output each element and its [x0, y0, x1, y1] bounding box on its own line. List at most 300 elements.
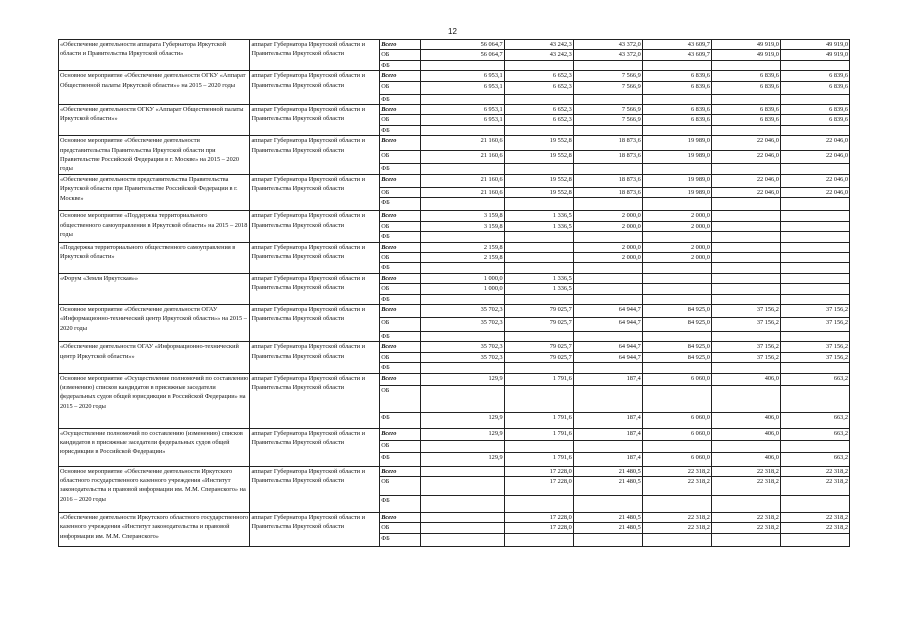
funding-source-cell: ФБ — [380, 495, 421, 512]
amount-cell — [573, 440, 642, 452]
amount-cell: 22 046,0 — [780, 187, 849, 197]
amount-cell: 2 000,0 — [642, 242, 711, 252]
funding-source-cell: ОБ — [380, 221, 421, 231]
amount-cell: 22 046,0 — [711, 187, 780, 197]
amount-cell — [642, 294, 711, 304]
funding-source-cell: ОБ — [380, 50, 421, 60]
funding-source-cell: Всего — [380, 174, 421, 187]
budget-table — [58, 39, 850, 547]
amount-cell: 1 791,6 — [504, 412, 573, 428]
amount-cell — [642, 94, 711, 104]
funding-source-cell: ФБ — [380, 452, 421, 466]
amount-cell — [573, 294, 642, 304]
amount-cell: 49 919,0 — [711, 40, 780, 50]
amount-cell: 21 480,5 — [573, 466, 642, 476]
amount-cell: 64 944,7 — [573, 352, 642, 362]
amount-cell — [573, 94, 642, 104]
activity-name-cell: Основное мероприятие «Обеспечение деятельности представительства Правительства Иркутской области при Правительстве Российской Федерации в г. Москве» на 2015 – 2020 годы — [59, 136, 250, 175]
amount-cell — [421, 476, 505, 495]
amount-cell — [642, 385, 711, 412]
amount-cell — [711, 125, 780, 135]
amount-cell: 21 160,6 — [421, 187, 505, 197]
amount-cell — [504, 385, 573, 412]
funding-source-cell: ФБ — [380, 294, 421, 304]
funding-source-cell: ОБ — [380, 284, 421, 294]
amount-cell — [780, 211, 849, 221]
amount-cell: 22 046,0 — [780, 150, 849, 163]
executor-cell: аппарат Губернатора Иркутской области и Правительства Иркутской области — [250, 136, 380, 175]
activity-name-cell: Основное мероприятие «Поддержка территориального общественного самоуправления в Иркутской области» на 2015 – 2018 годы — [59, 211, 250, 242]
amount-cell: 56 064,7 — [421, 40, 505, 50]
amount-cell: 21 160,6 — [421, 136, 505, 150]
amount-cell — [421, 198, 505, 211]
amount-cell: 56 064,7 — [421, 50, 505, 60]
activity-name-cell: «Обеспечение деятельности Иркутского областного государственного казенного учреждения «Институт законодательства и правовой информации им. М.М. Сперанского» — [59, 512, 250, 546]
funding-source-cell: ОБ — [380, 476, 421, 495]
amount-cell — [573, 273, 642, 283]
funding-source-cell: ОБ — [380, 252, 421, 262]
amount-cell: 35 702,3 — [421, 304, 505, 317]
amount-cell: 37 156,2 — [711, 304, 780, 317]
amount-cell — [711, 294, 780, 304]
amount-cell — [780, 533, 849, 546]
amount-cell: 2 000,0 — [573, 252, 642, 262]
amount-cell: 19 552,8 — [504, 136, 573, 150]
amount-cell: 7 566,9 — [573, 105, 642, 115]
amount-cell: 18 873,6 — [573, 187, 642, 197]
amount-cell — [504, 232, 573, 242]
amount-cell — [421, 331, 505, 341]
amount-cell — [504, 533, 573, 546]
amount-cell: 17 228,0 — [504, 512, 573, 522]
amount-cell: 37 156,2 — [780, 304, 849, 317]
amount-cell: 17 228,0 — [504, 523, 573, 533]
amount-cell: 37 156,2 — [711, 352, 780, 362]
activity-name-cell: «Обеспечение деятельности аппарата Губернатора Иркутской области и Правительства Иркутской области» — [59, 40, 250, 71]
amount-cell — [504, 164, 573, 175]
activity-name-cell: «Обеспечение деятельности ОГКУ «Аппарат Общественной палаты Иркутской области»» — [59, 105, 250, 136]
amount-cell: 79 025,7 — [504, 317, 573, 331]
amount-cell — [780, 284, 849, 294]
amount-cell: 129,9 — [421, 373, 505, 385]
amount-cell: 49 919,0 — [780, 50, 849, 60]
amount-cell: 64 944,7 — [573, 342, 642, 352]
amount-cell — [504, 263, 573, 273]
amount-cell: 6 652,3 — [504, 81, 573, 94]
amount-cell: 6 839,6 — [642, 71, 711, 81]
activity-name-cell: Основное мероприятие «Обеспечение деятельности ОГАУ «Информационно-технический центр Иркутской области»» на 2015 – 2020 годы — [59, 304, 250, 341]
amount-cell: 6 060,0 — [642, 452, 711, 466]
amount-cell — [711, 273, 780, 283]
table-row — [59, 466, 850, 476]
amount-cell: 129,9 — [421, 452, 505, 466]
table-row — [59, 105, 850, 115]
funding-source-cell: Всего — [380, 71, 421, 81]
table-row — [59, 174, 850, 187]
amount-cell — [711, 331, 780, 341]
amount-cell — [780, 232, 849, 242]
amount-cell: 43 372,0 — [573, 40, 642, 50]
amount-cell — [780, 125, 849, 135]
amount-cell: 43 609,7 — [642, 50, 711, 60]
amount-cell: 19 552,8 — [504, 174, 573, 187]
amount-cell — [573, 385, 642, 412]
funding-source-cell: ОБ — [380, 150, 421, 163]
amount-cell — [711, 533, 780, 546]
amount-cell: 3 159,8 — [421, 221, 505, 231]
amount-cell: 19 989,0 — [642, 174, 711, 187]
executor-cell: аппарат Губернатора Иркутской области и Правительства Иркутской области — [250, 174, 380, 210]
amount-cell — [504, 252, 573, 262]
amount-cell — [504, 125, 573, 135]
amount-cell: 6 953,1 — [421, 81, 505, 94]
executor-cell: аппарат Губернатора Иркутской области и Правительства Иркутской области — [250, 428, 380, 466]
amount-cell — [780, 363, 849, 373]
amount-cell: 17 228,0 — [504, 466, 573, 476]
amount-cell: 6 839,6 — [642, 81, 711, 94]
amount-cell: 37 156,2 — [780, 342, 849, 352]
amount-cell: 19 989,0 — [642, 150, 711, 163]
amount-cell — [711, 263, 780, 273]
amount-cell: 21 480,5 — [573, 523, 642, 533]
amount-cell — [780, 221, 849, 231]
amount-cell: 22 046,0 — [711, 136, 780, 150]
amount-cell — [642, 60, 711, 70]
amount-cell — [421, 385, 505, 412]
amount-cell: 1 791,6 — [504, 452, 573, 466]
amount-cell — [711, 440, 780, 452]
table-row — [59, 40, 850, 50]
amount-cell: 49 919,0 — [780, 40, 849, 50]
funding-source-cell: ФБ — [380, 94, 421, 104]
amount-cell — [504, 294, 573, 304]
amount-cell — [711, 221, 780, 231]
activity-name-cell: Основное мероприятие «Осуществление полномочий по составлению (изменению) списков кандидатов в присяжные заседатели федеральных судов общей юрисдикции в Российской Федерации» на 2015 – 2020 годы — [59, 373, 250, 428]
amount-cell — [421, 294, 505, 304]
amount-cell — [573, 495, 642, 512]
funding-source-cell: Всего — [380, 512, 421, 522]
executor-cell: аппарат Губернатора Иркутской области и Правительства Иркутской области — [250, 40, 380, 71]
executor-cell: аппарат Губернатора Иркутской области и Правительства Иркутской области — [250, 373, 380, 428]
activity-name-cell: «Обеспечение деятельности ОГАУ «Информационно-технический центр Иркутской области»» — [59, 342, 250, 373]
funding-source-cell: ОБ — [380, 385, 421, 412]
amount-cell: 22 318,2 — [780, 512, 849, 522]
funding-source-cell: Всего — [380, 373, 421, 385]
amount-cell: 22 318,2 — [780, 476, 849, 495]
amount-cell: 79 025,7 — [504, 352, 573, 362]
funding-source-cell: ОБ — [380, 317, 421, 331]
amount-cell: 1 791,6 — [504, 428, 573, 440]
amount-cell: 6 839,6 — [780, 71, 849, 81]
amount-cell: 187,4 — [573, 428, 642, 440]
amount-cell: 35 702,3 — [421, 317, 505, 331]
amount-cell: 406,0 — [711, 412, 780, 428]
amount-cell: 6 839,6 — [711, 105, 780, 115]
amount-cell: 19 552,8 — [504, 150, 573, 163]
amount-cell: 22 318,2 — [780, 466, 849, 476]
amount-cell: 22 046,0 — [711, 174, 780, 187]
amount-cell — [421, 164, 505, 175]
funding-source-cell: Всего — [380, 40, 421, 50]
amount-cell: 35 702,3 — [421, 342, 505, 352]
amount-cell — [421, 512, 505, 522]
amount-cell: 19 989,0 — [642, 136, 711, 150]
table-row — [59, 304, 850, 317]
amount-cell: 663,2 — [780, 412, 849, 428]
funding-source-cell: ФБ — [380, 232, 421, 242]
funding-source-cell: ФБ — [380, 331, 421, 341]
amount-cell — [421, 495, 505, 512]
funding-source-cell: ОБ — [380, 523, 421, 533]
amount-cell — [711, 94, 780, 104]
activity-name-cell: «Форум «Земля Иркутская»» — [59, 273, 250, 304]
executor-cell: аппарат Губернатора Иркутской области и Правительства Иркутской области — [250, 211, 380, 242]
executor-cell: аппарат Губернатора Иркутской области и Правительства Иркутской области — [250, 105, 380, 136]
amount-cell — [642, 440, 711, 452]
amount-cell: 19 989,0 — [642, 187, 711, 197]
amount-cell — [780, 198, 849, 211]
amount-cell — [642, 533, 711, 546]
funding-source-cell: ФБ — [380, 164, 421, 175]
amount-cell — [504, 440, 573, 452]
activity-name-cell: «Осуществление полномочий по составлению (изменению) списков кандидатов в присяжные заседатели федеральных судов общей юрисдикции в Российской Федерации» — [59, 428, 250, 466]
amount-cell: 129,9 — [421, 428, 505, 440]
executor-cell: аппарат Губернатора Иркутской области и Правительства Иркутской области — [250, 304, 380, 341]
amount-cell: 43 242,3 — [504, 50, 573, 60]
amount-cell: 2 000,0 — [573, 242, 642, 252]
amount-cell — [573, 232, 642, 242]
amount-cell: 22 318,2 — [642, 512, 711, 522]
funding-source-cell: ОБ — [380, 187, 421, 197]
amount-cell — [780, 94, 849, 104]
table-row — [59, 211, 850, 221]
executor-cell: аппарат Губернатора Иркутской области и Правительства Иркутской области — [250, 466, 380, 512]
amount-cell: 2 159,8 — [421, 242, 505, 252]
funding-source-cell: ОБ — [380, 352, 421, 362]
funding-source-cell: Всего — [380, 466, 421, 476]
amount-cell — [642, 198, 711, 211]
amount-cell: 22 318,2 — [642, 523, 711, 533]
amount-cell — [504, 94, 573, 104]
amount-cell: 1 336,5 — [504, 221, 573, 231]
funding-source-cell: Всего — [380, 136, 421, 150]
funding-source-cell: Всего — [380, 342, 421, 352]
table-row — [59, 428, 850, 440]
amount-cell — [573, 363, 642, 373]
amount-cell — [780, 60, 849, 70]
amount-cell: 1 000,0 — [421, 284, 505, 294]
amount-cell — [780, 263, 849, 273]
amount-cell: 37 156,2 — [711, 317, 780, 331]
amount-cell: 2 000,0 — [573, 211, 642, 221]
amount-cell: 406,0 — [711, 452, 780, 466]
amount-cell: 37 156,2 — [780, 352, 849, 362]
amount-cell: 22 318,2 — [642, 466, 711, 476]
funding-source-cell: Всего — [380, 273, 421, 283]
amount-cell: 37 156,2 — [780, 317, 849, 331]
amount-cell: 2 159,8 — [421, 252, 505, 262]
amount-cell: 663,2 — [780, 373, 849, 385]
funding-source-cell: ФБ — [380, 125, 421, 135]
amount-cell: 663,2 — [780, 428, 849, 440]
amount-cell: 406,0 — [711, 373, 780, 385]
amount-cell: 1 000,0 — [421, 273, 505, 283]
amount-cell — [642, 273, 711, 283]
amount-cell: 6 652,3 — [504, 105, 573, 115]
amount-cell: 663,2 — [780, 452, 849, 466]
table-row — [59, 273, 850, 283]
amount-cell — [642, 363, 711, 373]
amount-cell: 1 336,5 — [504, 273, 573, 283]
amount-cell: 19 552,8 — [504, 187, 573, 197]
funding-source-cell: Всего — [380, 242, 421, 252]
amount-cell: 22 046,0 — [711, 150, 780, 163]
amount-cell: 79 025,7 — [504, 304, 573, 317]
activity-name-cell: «Поддержка территориального общественного самоуправления в Иркутской области» — [59, 242, 250, 273]
funding-source-cell: Всего — [380, 428, 421, 440]
amount-cell — [573, 164, 642, 175]
amount-cell: 22 318,2 — [642, 476, 711, 495]
amount-cell — [421, 263, 505, 273]
amount-cell: 22 318,2 — [780, 523, 849, 533]
amount-cell: 2 000,0 — [642, 252, 711, 262]
amount-cell: 43 372,0 — [573, 50, 642, 60]
amount-cell: 1 336,5 — [504, 284, 573, 294]
amount-cell — [642, 331, 711, 341]
amount-cell — [421, 466, 505, 476]
amount-cell: 6 839,6 — [780, 115, 849, 125]
funding-source-cell: Всего — [380, 105, 421, 115]
activity-name-cell: «Обеспечение деятельности представительства Правительства Иркутской области при Правительстве Российской Федерации в г. Москве» — [59, 174, 250, 210]
amount-cell — [780, 252, 849, 262]
amount-cell — [642, 495, 711, 512]
amount-cell: 1 336,5 — [504, 211, 573, 221]
amount-cell — [504, 363, 573, 373]
amount-cell: 43 609,7 — [642, 40, 711, 50]
amount-cell: 187,4 — [573, 412, 642, 428]
amount-cell — [780, 495, 849, 512]
amount-cell: 129,9 — [421, 412, 505, 428]
amount-cell — [780, 385, 849, 412]
executor-cell: аппарат Губернатора Иркутской области и Правительства Иркутской области — [250, 342, 380, 373]
amount-cell: 22 318,2 — [711, 466, 780, 476]
amount-cell: 84 925,0 — [642, 317, 711, 331]
amount-cell: 6 839,6 — [780, 105, 849, 115]
table-row — [59, 71, 850, 81]
amount-cell — [711, 164, 780, 175]
amount-cell — [780, 294, 849, 304]
amount-cell: 7 566,9 — [573, 81, 642, 94]
amount-cell — [711, 211, 780, 221]
executor-cell: аппарат Губернатора Иркутской области и Правительства Иркутской области — [250, 273, 380, 304]
amount-cell — [421, 363, 505, 373]
funding-source-cell: ФБ — [380, 198, 421, 211]
table-row — [59, 342, 850, 352]
amount-cell — [504, 242, 573, 252]
amount-cell — [780, 440, 849, 452]
amount-cell — [780, 273, 849, 283]
amount-cell: 21 160,6 — [421, 174, 505, 187]
amount-cell: 84 925,0 — [642, 352, 711, 362]
amount-cell: 22 318,2 — [711, 512, 780, 522]
amount-cell: 2 000,0 — [642, 221, 711, 231]
amount-cell — [573, 263, 642, 273]
amount-cell — [711, 232, 780, 242]
amount-cell: 22 046,0 — [780, 174, 849, 187]
amount-cell: 22 046,0 — [780, 136, 849, 150]
amount-cell: 17 228,0 — [504, 476, 573, 495]
amount-cell: 3 159,8 — [421, 211, 505, 221]
amount-cell — [421, 94, 505, 104]
amount-cell: 6 839,6 — [711, 81, 780, 94]
amount-cell: 43 242,3 — [504, 40, 573, 50]
table-row — [59, 136, 850, 150]
amount-cell — [642, 232, 711, 242]
funding-source-cell: Всего — [380, 304, 421, 317]
funding-source-cell: ФБ — [380, 60, 421, 70]
amount-cell: 6 839,6 — [780, 81, 849, 94]
amount-cell: 6 953,1 — [421, 105, 505, 115]
amount-cell — [711, 60, 780, 70]
amount-cell — [711, 252, 780, 262]
table-row — [59, 373, 850, 385]
amount-cell: 84 925,0 — [642, 304, 711, 317]
amount-cell: 35 702,3 — [421, 352, 505, 362]
funding-source-cell: ФБ — [380, 533, 421, 546]
funding-source-cell: ОБ — [380, 115, 421, 125]
amount-cell — [421, 60, 505, 70]
amount-cell — [711, 242, 780, 252]
activity-name-cell: Основное мероприятие «Обеспечение деятельности Иркутского областного государственного казенного учреждения «Институт законодательства и правовой информации им. М.М. Сперанского» на 2016 – 2020 годы — [59, 466, 250, 512]
executor-cell: аппарат Губернатора Иркутской области и Правительства Иркутской области — [250, 512, 380, 546]
amount-cell — [642, 284, 711, 294]
amount-cell: 21 480,5 — [573, 512, 642, 522]
amount-cell — [711, 198, 780, 211]
amount-cell — [504, 60, 573, 70]
table-row — [59, 242, 850, 252]
amount-cell: 18 873,6 — [573, 136, 642, 150]
amount-cell: 187,4 — [573, 373, 642, 385]
amount-cell: 6 652,3 — [504, 115, 573, 125]
amount-cell — [780, 331, 849, 341]
amount-cell: 2 000,0 — [573, 221, 642, 231]
amount-cell: 6 953,1 — [421, 115, 505, 125]
funding-source-cell: ФБ — [380, 412, 421, 428]
amount-cell: 7 566,9 — [573, 71, 642, 81]
amount-cell: 406,0 — [711, 428, 780, 440]
amount-cell: 64 944,7 — [573, 317, 642, 331]
funding-source-cell: ОБ — [380, 440, 421, 452]
amount-cell — [711, 385, 780, 412]
activity-name-cell: Основное мероприятие «Обеспечение деятельности ОГКУ «Аппарат Общественной палаты Иркутской области»» на 2015 – 2020 годы — [59, 71, 250, 105]
amount-cell — [573, 331, 642, 341]
table-body — [59, 40, 850, 547]
amount-cell — [711, 284, 780, 294]
amount-cell: 6 839,6 — [711, 71, 780, 81]
amount-cell: 84 925,0 — [642, 342, 711, 352]
amount-cell: 21 480,5 — [573, 476, 642, 495]
amount-cell — [780, 242, 849, 252]
amount-cell: 1 791,6 — [504, 373, 573, 385]
amount-cell: 6 060,0 — [642, 428, 711, 440]
amount-cell — [573, 533, 642, 546]
amount-cell — [421, 125, 505, 135]
amount-cell — [780, 164, 849, 175]
executor-cell: аппарат Губернатора Иркутской области и Правительства Иркутской области — [250, 242, 380, 273]
amount-cell — [573, 198, 642, 211]
amount-cell: 64 944,7 — [573, 304, 642, 317]
amount-cell — [421, 523, 505, 533]
